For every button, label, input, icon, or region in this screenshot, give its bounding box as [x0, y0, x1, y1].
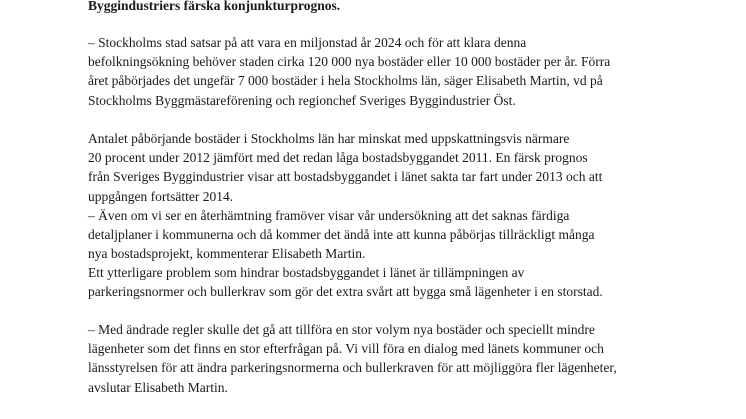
paragraph-4-line-1: Ett ytterligare problem som hindrar bostadsbyggandet i länet är tillämpningen av: [88, 265, 525, 280]
paragraph-2-line-3: från Sveriges Byggindustrier visar att bostadsbyggandet i länet sakta tar fart under 2013 och att: [88, 169, 603, 185]
paragraph-2: [88, 129, 602, 206]
document-title: Byggindustriers färska konjunkturprognos.: [88, 0, 341, 13]
paragraph-3-line-2: detaljplaner i kommunerna och då kommer det ändå inte att kunna påbörjas tillräckligt många: [88, 227, 595, 243]
paragraph-1-line-3: året påbörjades det ungefär 7 000 bostäder i hela Stockholms län, säger Elisabeth Martin, vd på: [88, 73, 603, 89]
paragraph-4-line-2: parkeringsnormer och bullerkrav som gör det extra svårt att bygga små lägenheter i en storstad.: [88, 284, 603, 300]
paragraph-1-line-1: – Stockholms stad satsar på att vara en miljonstad år 2024 och för att klara denna: [88, 35, 527, 50]
paragraph-5-line-3: länsstyrelsen för att ändra parkeringsnormerna och bullerkraven för att möjliggöra fler lägenheter,: [88, 360, 617, 376]
paragraph-3-line-3: nya bostadsprojekt, kommenterar Elisabeth Martin.: [88, 246, 366, 262]
paragraph-2-line-4: uppgången fortsätter 2014.: [88, 188, 234, 204]
paragraph-2-line-1: Antalet påbörjande bostäder i Stockholms län har minskat med uppskattningsvis närmare: [88, 131, 570, 146]
paragraph-1-line-4: Stockholms Byggmästareförening och regionchef Sveriges Byggindustrier Öst.: [88, 92, 516, 108]
paragraph-5-line-4: avslutar Elisabeth Martin.: [88, 379, 228, 395]
paragraph-3: [88, 206, 594, 264]
paragraph-2-line-2: 20 procent under 2012 jämfört med det redan låga bostadsbyggandet 2011. En färsk prognos: [88, 150, 588, 166]
paragraph-4: [88, 263, 603, 301]
paragraph-3-line-1: – Även om vi ser en återhämtning framöver visar vår undersökning att det saknas färdiga: [88, 208, 570, 223]
paragraph-5-line-1: – Med ändrade regler skulle det gå att tillföra en stor volym nya bostäder och speciellt mindre: [88, 322, 595, 337]
paragraph-5: [88, 320, 617, 397]
paragraph-5-line-2: lägenheter som det finns en stor efterfrågan på. Vi vill föra en dialog med länets kommuner och: [88, 341, 604, 357]
paragraph-1-line-2: befolkningsökning behöver staden cirka 120 000 nya bostäder eller 10 000 bostäder per år. Förra: [88, 54, 611, 70]
paragraph-1: [88, 33, 610, 110]
